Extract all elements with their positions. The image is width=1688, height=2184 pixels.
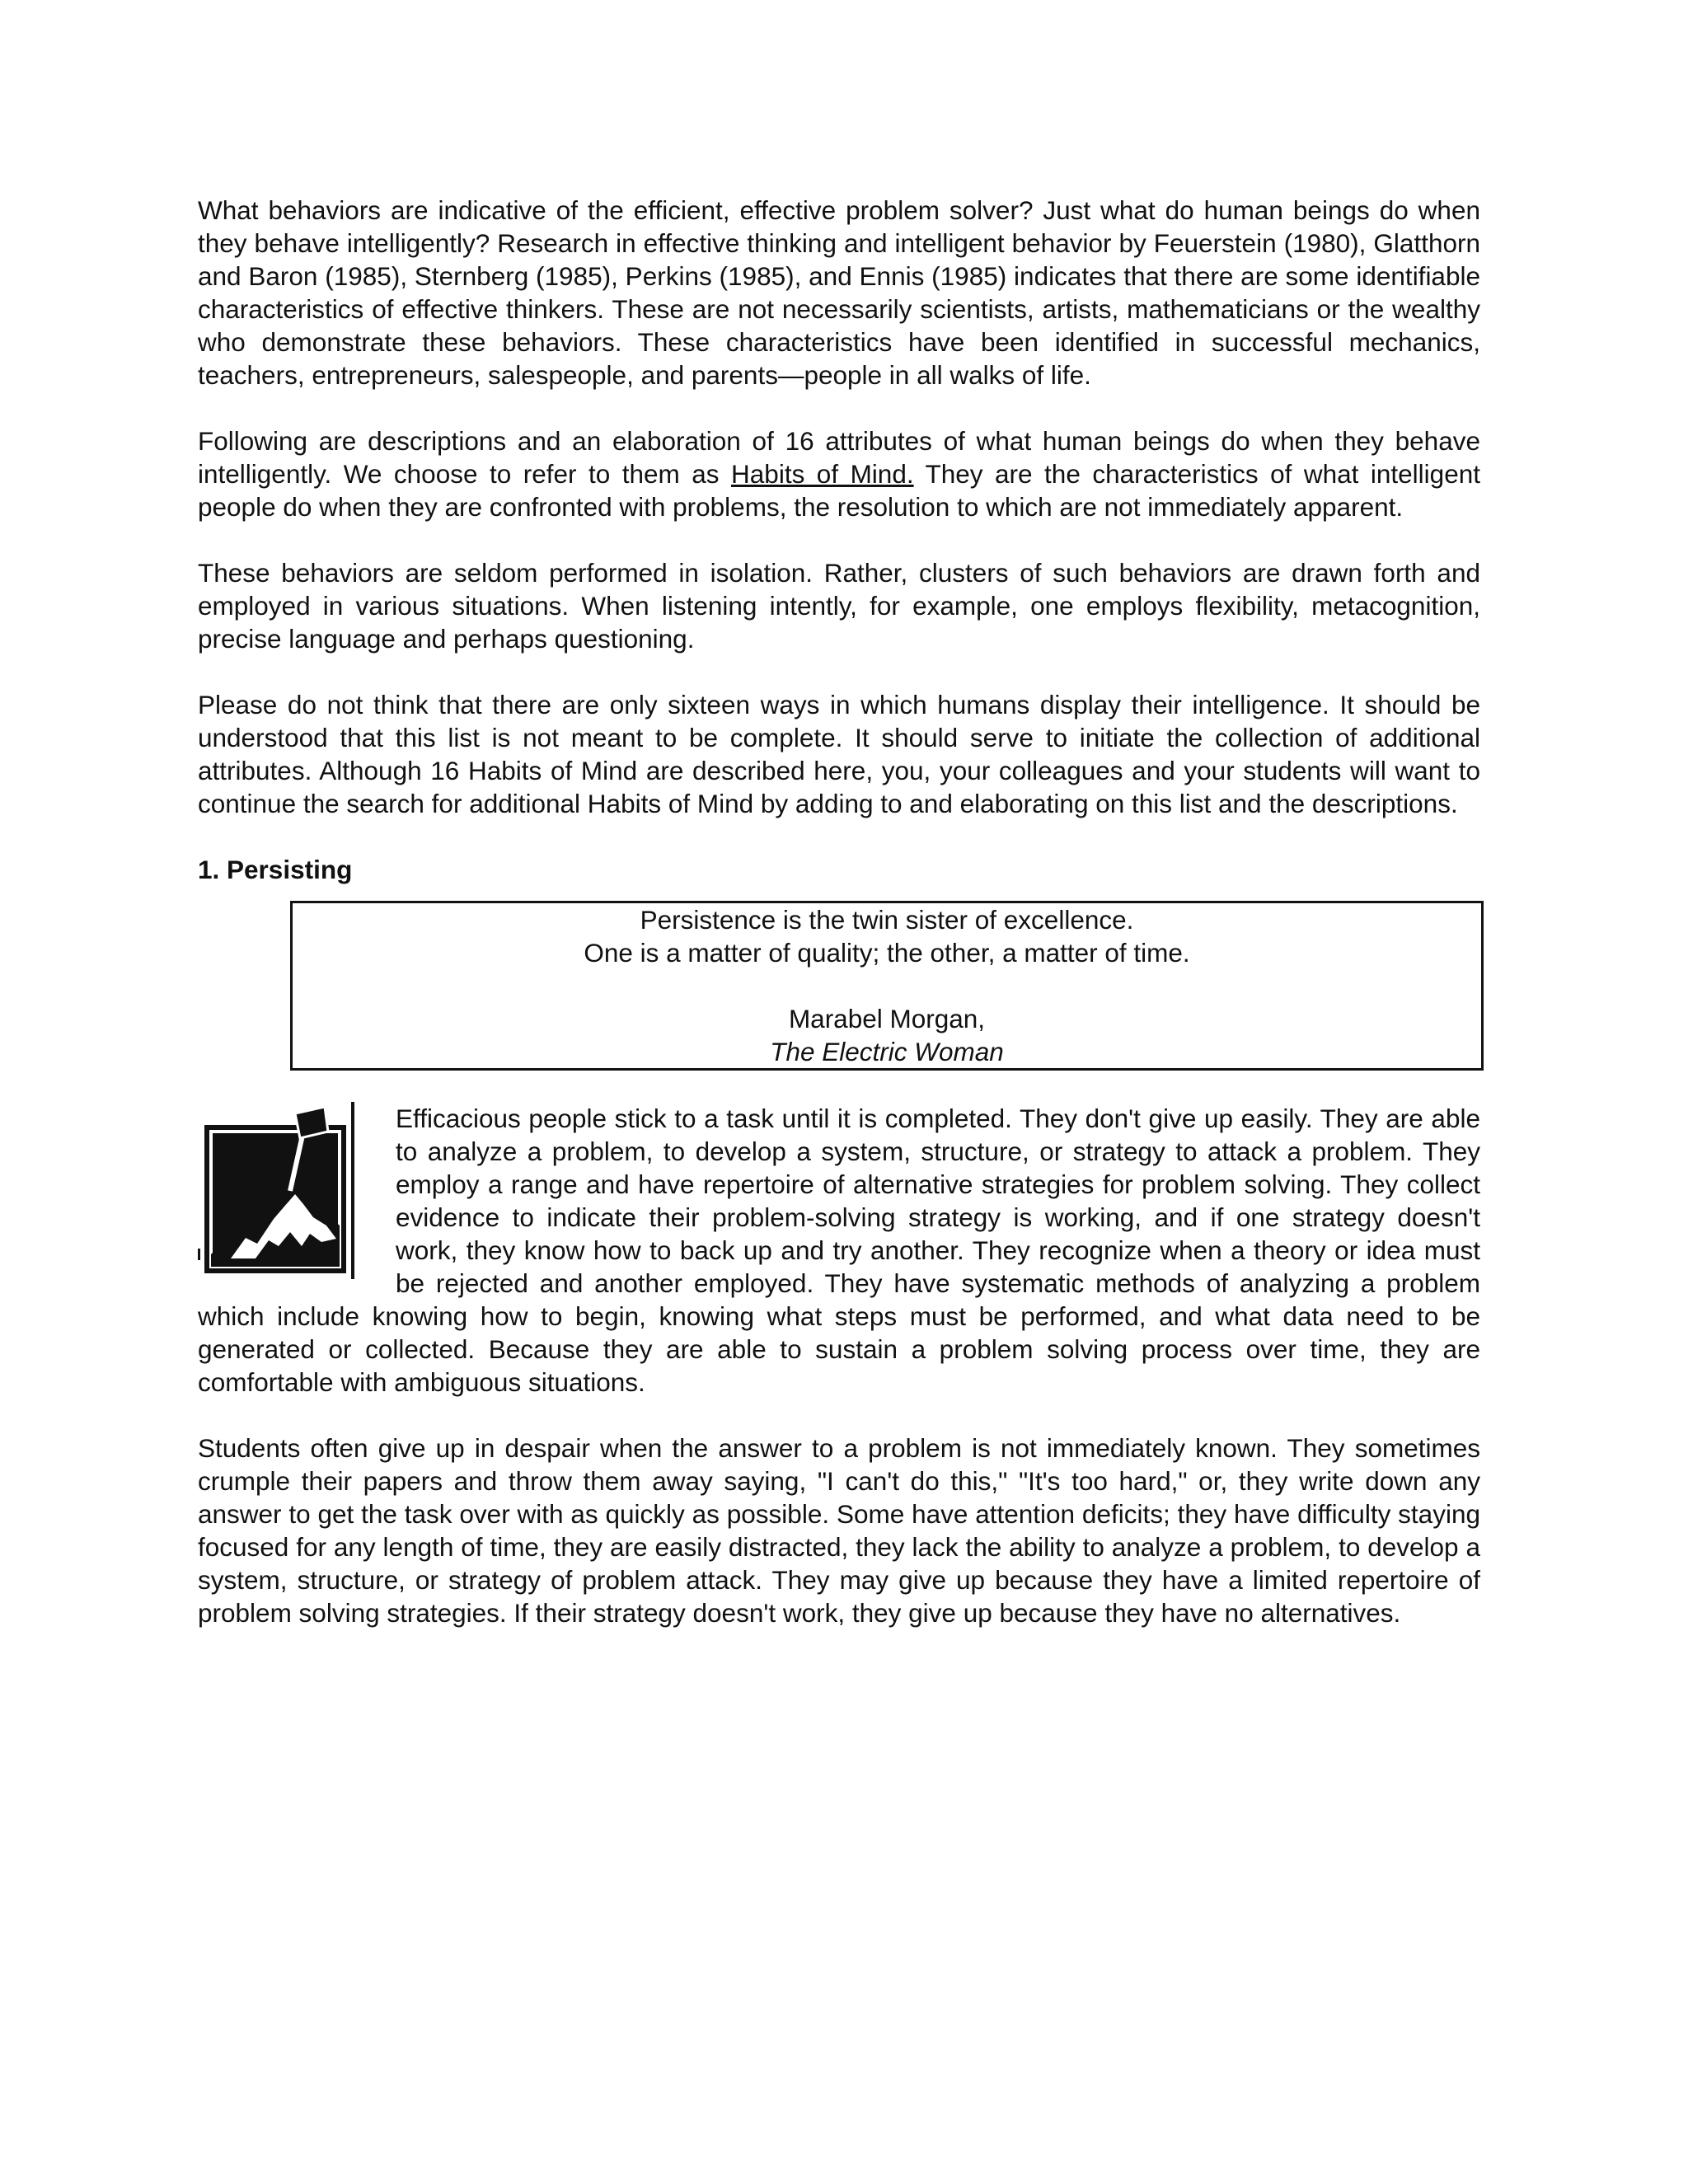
intro-paragraph: What behaviors are indicative of the efficient, effective problem solver? Just what do human beings do when they behave intelligently? Research in effective thinking and intelligent behavior by Feuerstein (1980), Glatthorn and Baron (1985), Sternberg (1985), Perkins (1985), and Ennis (1985) indicates that there are some identifiable characteristics of effective thinkers. These are not necessarily scientists, artists, mathematicians or the wealthy who demonstrate these behaviors. These characteristics have been identified in successful mechanics, teachers, entrepreneurs, salespeople, and parents—people in all walks of life. — [198, 195, 1480, 390]
efficacious-paragraph: Efficacious people stick to a task until it is completed. They don't give up easily. They are able to analyze a problem, to develop a system, structure, or strategy to attack a problem. They employ a range and have repertoire of alternative strategies for problem solving. They collect evidence to indicate their problem-solving strategy is working, and if one strategy doesn't work, they know how to back up and try another. They recognize when a theory or idea must be rejected and another employed. They have systematic methods of analyzing a problem which include knowing how to begin, knowing what steps must be performed, and what data need to be generated or collected. Because they are able to sustain a problem solving process over time, they are comfortable with ambiguous situations. — [198, 1104, 1480, 1397]
quote-line-1: Persistence is the twin sister of excellence. — [640, 905, 1134, 935]
isolation-paragraph: These behaviors are seldom performed in isolation. Rather, clusters of such behaviors are drawn forth and employed in various situations. When listening intently, for example, one employs flexibility, metacognition, precise language and perhaps questioning. — [198, 558, 1480, 654]
students-paragraph: Students often give up in despair when the answer to a problem is not immediately known. They sometimes crumple their papers and throw them away saying, "I can't do this," "It's too hard," or, they write down any answer to get the task over with as quickly as possible. Some have attention deficits; they have difficulty staying focused for any length of time, they are easily distracted, they lack the ability to analyze a problem, to develop a system, structure, or strategy of problem attack. They may give up because they have a limited repertoire of problem solving strategies. If their strategy doesn't work, they give up because they have no alternatives. — [198, 1433, 1480, 1628]
quote-box — [290, 901, 1484, 1071]
section-heading-persisting: 1. Persisting — [198, 855, 353, 884]
habits-of-mind-underlined: Habits of Mind. — [731, 459, 914, 489]
document-page — [198, 194, 1480, 1662]
quote-spacer — [301, 969, 1473, 1002]
quote-author: Marabel Morgan, — [788, 1004, 986, 1033]
quote-line-2: One is a matter of quality; the other, a matter of time. — [584, 938, 1190, 968]
habits-paragraph-part1: Following are descriptions and an elaboration of 16 attributes of what human beings do when they behave intelligently. We choose to refer to them as — [198, 426, 1480, 489]
quote-source: The Electric Woman — [770, 1037, 1004, 1066]
sixteen-ways-paragraph: Please do not think that there are only sixteen ways in which humans display their intelligence. It should be understood that this list is not meant to be complete. It should serve to initiate the collection of additional attributes. Although 16 Habits of Mind are described here, you, your colleagues and your students will want to continue the search for additional Habits of Mind by adding to and elaborating on this list and the descriptions. — [198, 690, 1480, 818]
habits-paragraph-part2: They are the characteristics of what intelligent people do when they are confronted with problems, the resolution to which are not immediately apparent. — [198, 459, 1480, 522]
habits-paragraph — [198, 424, 1480, 523]
mountain-flag-icon — [198, 1102, 363, 1283]
